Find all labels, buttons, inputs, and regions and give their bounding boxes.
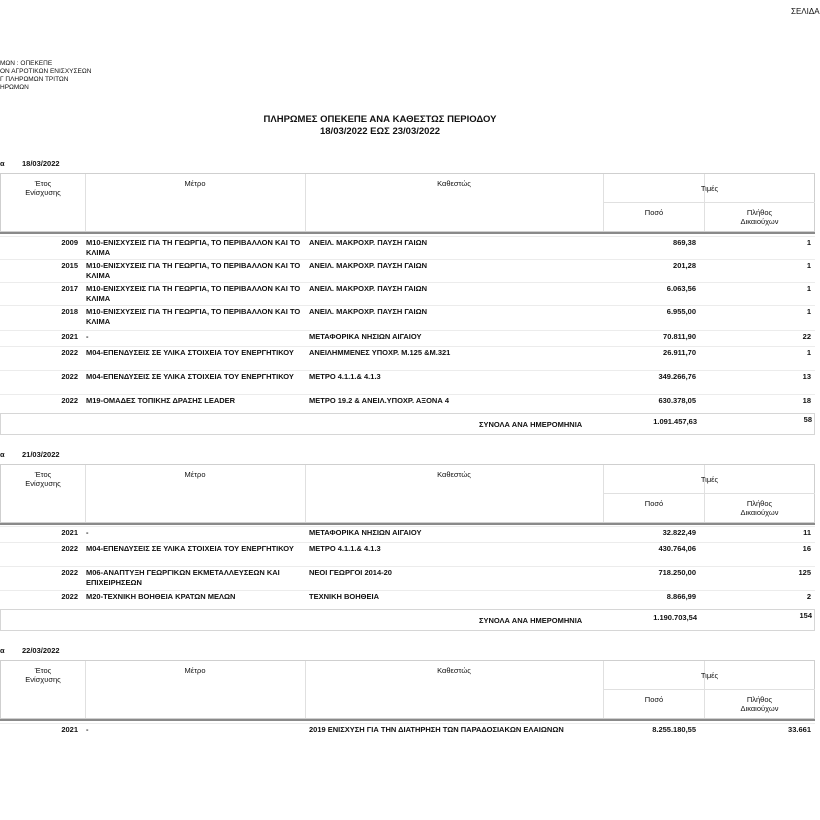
- row-count: 2: [806, 592, 811, 601]
- row-year: 2022: [61, 592, 78, 601]
- metro-column-header: Μέτρο: [184, 179, 206, 188]
- row-year: 2015: [61, 261, 78, 270]
- section-date-value: 18/03/2022: [22, 159, 60, 168]
- row-divider: [0, 346, 815, 347]
- row-metro: Μ06-ΑΝΑΠΤΥΞΗ ΓΕΩΡΓΙΚΩΝ ΕΚΜΕΤΑΛΛΕΥΣΕΩΝ ΚΑΙ ΕΠΙΧΕΙΡΗΣΕΩΝ: [86, 568, 280, 587]
- row-count: 1: [806, 261, 811, 270]
- totals-amount: 1.091.457,63: [653, 417, 697, 426]
- header-divider: [604, 202, 815, 203]
- row-divider: [0, 370, 815, 371]
- values-column-header: Τιμές: [700, 475, 719, 484]
- table-header: [0, 173, 815, 232]
- totals-label: ΣΥΝΟΛΑ ΑΝΑ ΗΜΕΡΟΜΗΝΙΑ: [479, 616, 583, 625]
- row-metro: Μ10-ΕΝΙΣΧΥΣΕΙΣ ΓΙΑ ΤΗ ΓΕΩΡΓΙΑ, ΤΟ ΠΕΡΙΒΑΛΛΟΝ ΚΑΙ ΤΟ ΚΛΙΜΑ: [86, 284, 301, 303]
- status-column-header: Καθεστώς: [437, 470, 471, 479]
- row-status: ΜΕΤΡΟ 4.1.1.& 4.1.3: [309, 544, 381, 553]
- row-metro: Μ04-ΕΠΕΝΔΥΣΕΙΣ ΣΕ ΥΛΙΚΑ ΣΤΟΙΧΕΙΑ ΤΟΥ ΕΝΕΡΓΗΤΙΚΟΥ: [86, 348, 294, 357]
- table-header: [0, 464, 815, 523]
- row-divider: [0, 526, 815, 527]
- section-date: [0, 450, 60, 459]
- org-line: ΗΡΩΜΩΝ: [0, 84, 29, 91]
- date-prefix: α: [0, 159, 5, 168]
- row-count: 13: [802, 372, 811, 381]
- row-metro: -: [86, 725, 89, 734]
- row-amount: 32.822,49: [662, 528, 696, 537]
- row-count: 18: [802, 396, 811, 405]
- header-rule: [0, 719, 815, 721]
- row-status: ΑΝΕΙΛ. ΜΑΚΡΟΧΡ. ΠΑΥΣΗ ΓΑΙΩΝ: [309, 307, 427, 316]
- row-status: 2019 ΕΝΙΣΧΥΣΗ ΓΙΑ ΤΗΝ ΔΙΑΤΗΡΗΣΗ ΤΩΝ ΠΑΡΑΔΟΣΙΑΚΩΝ ΕΛΑΙΩΝΩΝ: [309, 725, 564, 734]
- row-metro: Μ19-ΟΜΑΔΕΣ ΤΟΠΙΚΗΣ ΔΡΑΣΗΣ LEADER: [86, 396, 236, 405]
- totals-count: 154: [799, 611, 812, 620]
- row-status: ΑΝΕΙΛ. ΜΑΚΡΟΧΡ. ΠΑΥΣΗ ΓΑΙΩΝ: [309, 238, 427, 247]
- table-header: [0, 660, 815, 719]
- row-amount: 8.255.180,55: [652, 725, 696, 734]
- row-count: 1: [806, 238, 811, 247]
- row-metro: Μ10-ΕΝΙΣΧΥΣΕΙΣ ΓΙΑ ΤΗ ΓΕΩΡΓΙΑ, ΤΟ ΠΕΡΙΒΑΛΛΟΝ ΚΑΙ ΤΟ ΚΛΙΜΑ: [86, 238, 301, 257]
- row-year: 2022: [61, 568, 78, 577]
- values-column-header: Τιμές: [700, 184, 719, 193]
- org-line: Γ ΠΛΗΡΩΜΩΝ ΤΡΙΤΩΝ: [0, 76, 69, 83]
- year-column-header: Έτος Ενίσχυσης: [25, 666, 61, 684]
- row-metro: Μ10-ΕΝΙΣΧΥΣΕΙΣ ΓΙΑ ΤΗ ΓΕΩΡΓΙΑ, ΤΟ ΠΕΡΙΒΑΛΛΟΝ ΚΑΙ ΤΟ ΚΛΙΜΑ: [86, 307, 301, 326]
- header-divider: [604, 493, 815, 494]
- row-status: ΜΕΤΑΦΟΡΙΚΑ ΝΗΣΙΩΝ ΑΙΓΑΙΟΥ: [309, 528, 422, 537]
- totals-amount: 1.190.703,54: [653, 613, 697, 622]
- row-count: 1: [806, 284, 811, 293]
- row-divider: [0, 236, 815, 237]
- section-date-value: 22/03/2022: [22, 646, 60, 655]
- row-amount: 430.764,06: [658, 544, 696, 553]
- section-date-value: 21/03/2022: [22, 450, 60, 459]
- section-date: [0, 646, 60, 655]
- row-count: 16: [802, 544, 811, 553]
- row-amount: 6.955,00: [666, 307, 696, 316]
- row-year: 2021: [61, 528, 78, 537]
- header-rule: [0, 232, 815, 234]
- row-metro: Μ10-ΕΝΙΣΧΥΣΕΙΣ ΓΙΑ ΤΗ ΓΕΩΡΓΙΑ, ΤΟ ΠΕΡΙΒΑΛΛΟΝ ΚΑΙ ΤΟ ΚΛΙΜΑ: [86, 261, 301, 280]
- row-amount: 201,28: [673, 261, 696, 270]
- row-divider: [0, 566, 815, 567]
- metro-column-header: Μέτρο: [184, 666, 206, 675]
- amount-column-header: Ποσό: [644, 499, 664, 508]
- row-divider: [0, 723, 815, 724]
- year-column-header: Έτος Ενίσχυσης: [25, 179, 61, 197]
- row-status: ΑΝΕΙΛ. ΜΑΚΡΟΧΡ. ΠΑΥΣΗ ΓΑΙΩΝ: [309, 261, 427, 270]
- row-year: 2018: [61, 307, 78, 316]
- row-divider: [0, 542, 815, 543]
- row-status: ΑΝΕΙΛΗΜΜΕΝΕΣ ΥΠΟΧΡ. Μ.125 &Μ.321: [309, 348, 451, 357]
- row-year: 2022: [61, 372, 78, 381]
- row-status: ΝΕΟΙ ΓΕΩΡΓΟΙ 2014-20: [309, 568, 392, 577]
- totals-count: 58: [803, 415, 812, 424]
- row-amount: 8.866,99: [666, 592, 696, 601]
- page-label: ΣΕΛΙΔΑ: [791, 7, 820, 16]
- row-divider: [0, 394, 815, 395]
- row-status: ΑΝΕΙΛ. ΜΑΚΡΟΧΡ. ΠΑΥΣΗ ΓΑΙΩΝ: [309, 284, 427, 293]
- row-divider: [0, 282, 815, 283]
- row-amount: 630.378,05: [658, 396, 696, 405]
- row-divider: [0, 305, 815, 306]
- amount-column-header: Ποσό: [644, 208, 664, 217]
- row-metro: Μ20-ΤΕΧΝΙΚΗ ΒΟΗΘΕΙΑ ΚΡΑΤΩΝ ΜΕΛΩΝ: [86, 592, 236, 601]
- row-divider: [0, 590, 815, 591]
- row-amount: 349.266,76: [658, 372, 696, 381]
- header-divider: [604, 689, 815, 690]
- row-status: ΤΕΧΝΙΚΗ ΒΟΗΘΕΙΑ: [309, 592, 380, 601]
- date-prefix: α: [0, 646, 5, 655]
- count-column-header: Πλήθος Δικαιούχων: [740, 695, 779, 713]
- metro-column-header: Μέτρο: [184, 470, 206, 479]
- row-status: ΜΕΤΡΟ 19.2 & ΑΝΕΙΛ.ΥΠΟΧΡ. ΑΞΟΝΑ 4: [309, 396, 450, 405]
- row-amount: 869,38: [673, 238, 696, 247]
- row-year: 2022: [61, 544, 78, 553]
- row-count: 1: [806, 348, 811, 357]
- row-year: 2017: [61, 284, 78, 293]
- row-status: ΜΕΤΡΟ 4.1.1.& 4.1.3: [309, 372, 381, 381]
- org-line: ΜΩΝ : ΟΠΕΚΕΠΕ: [0, 60, 53, 67]
- header-rule: [0, 523, 815, 525]
- row-metro: Μ04-ΕΠΕΝΔΥΣΕΙΣ ΣΕ ΥΛΙΚΑ ΣΤΟΙΧΕΙΑ ΤΟΥ ΕΝΕΡΓΗΤΙΚΟΥ: [86, 372, 294, 381]
- totals-label: ΣΥΝΟΛΑ ΑΝΑ ΗΜΕΡΟΜΗΝΙΑ: [479, 420, 583, 429]
- totals-row: [0, 413, 815, 435]
- row-year: 2022: [61, 396, 78, 405]
- totals-row: [0, 609, 815, 631]
- org-line: ΟΝ ΑΓΡΟΤΙΚΩΝ ΕΝΙΣΧΥΣΕΩΝ: [0, 68, 92, 75]
- status-column-header: Καθεστώς: [437, 179, 471, 188]
- date-prefix: α: [0, 450, 5, 459]
- count-column-header: Πλήθος Δικαιούχων: [740, 208, 779, 226]
- status-column-header: Καθεστώς: [437, 666, 471, 675]
- row-amount: 26.911,70: [663, 348, 696, 357]
- row-year: 2009: [61, 238, 78, 247]
- row-metro: -: [86, 332, 89, 341]
- row-status: ΜΕΤΑΦΟΡΙΚΑ ΝΗΣΙΩΝ ΑΙΓΑΙΟΥ: [309, 332, 422, 341]
- row-amount: 70.811,90: [663, 332, 696, 341]
- report-title: ΠΛΗΡΩΜΕΣ ΟΠΕΚΕΠΕ ΑΝΑ ΚΑΘΕΣΤΩΣ ΠΕΡΙΟΔΟΥ: [263, 114, 497, 125]
- row-amount: 718.250,00: [658, 568, 696, 577]
- row-year: 2021: [61, 725, 78, 734]
- row-divider: [0, 259, 815, 260]
- amount-column-header: Ποσό: [644, 695, 664, 704]
- row-amount: 6.063,56: [666, 284, 696, 293]
- section-date: [0, 159, 60, 168]
- row-year: 2022: [61, 348, 78, 357]
- row-count: 33.661: [788, 725, 811, 734]
- count-column-header: Πλήθος Δικαιούχων: [740, 499, 779, 517]
- organization-header: [0, 60, 91, 92]
- row-count: 11: [803, 528, 811, 537]
- report-period: 18/03/2022 ΕΩΣ 23/03/2022: [319, 126, 441, 137]
- row-year: 2021: [61, 332, 78, 341]
- values-column-header: Τιμές: [700, 671, 719, 680]
- year-column-header: Έτος Ενίσχυσης: [25, 470, 61, 488]
- row-metro: Μ04-ΕΠΕΝΔΥΣΕΙΣ ΣΕ ΥΛΙΚΑ ΣΤΟΙΧΕΙΑ ΤΟΥ ΕΝΕΡΓΗΤΙΚΟΥ: [86, 544, 294, 553]
- row-divider: [0, 330, 815, 331]
- row-metro: -: [86, 528, 89, 537]
- row-count: 22: [802, 332, 811, 341]
- row-count: 125: [798, 568, 811, 577]
- row-count: 1: [806, 307, 811, 316]
